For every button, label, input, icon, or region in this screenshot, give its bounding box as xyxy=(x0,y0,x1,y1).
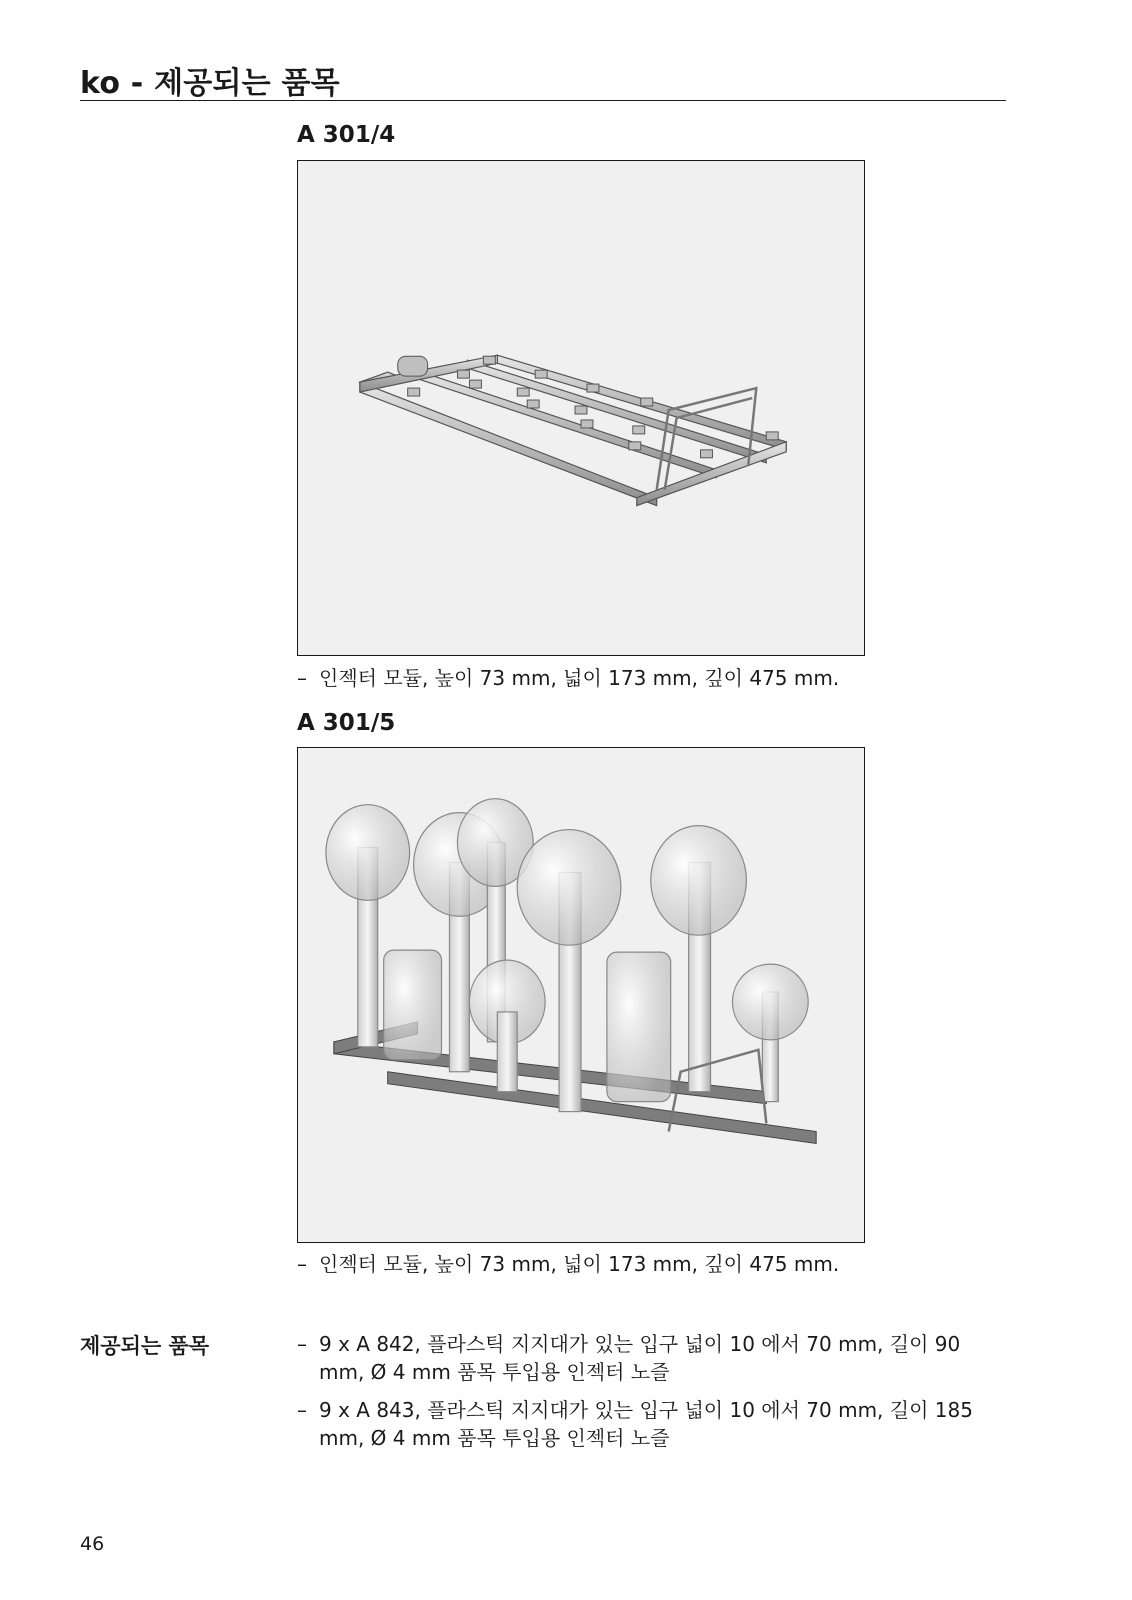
product-image-a301-4 xyxy=(297,160,865,656)
list-dash: – xyxy=(297,1398,307,1422)
page-title: ko - 제공되는 품목 xyxy=(80,66,340,101)
model-heading-a301-5: A 301/5 xyxy=(297,710,396,736)
scope-item-text: 9 x A 843, 플라스틱 지지대가 있는 입구 넓이 10 에서 70 mm, 길이 185 mm, Ø 4 mm 품목 투입용 인젝터 노즐 xyxy=(319,1398,973,1450)
injector-rack-with-glassware-illustration xyxy=(298,748,864,1242)
list-item xyxy=(297,1330,997,1386)
injector-rack-illustration xyxy=(298,161,864,655)
dimension-text: 인젝터 모듈, 높이 73 mm, 넓이 173 mm, 깊이 475 mm. xyxy=(319,1252,840,1276)
scope-item-text: 9 x A 842, 플라스틱 지지대가 있는 입구 넓이 10 에서 70 mm, 길이 90 mm, Ø 4 mm 품목 투입용 인젝터 노즐 xyxy=(319,1332,961,1384)
list-dash: – xyxy=(297,1252,307,1276)
header-divider xyxy=(80,100,1006,101)
product-image-a301-5 xyxy=(297,747,865,1243)
dimensions-a301-5 xyxy=(297,1248,839,1277)
list-dash: – xyxy=(297,666,307,690)
dimensions-a301-4 xyxy=(297,662,839,691)
page-number: 46 xyxy=(80,1533,105,1555)
list-item xyxy=(297,1396,997,1452)
model-heading-a301-4: A 301/4 xyxy=(297,122,396,148)
dimension-text: 인젝터 모듈, 높이 73 mm, 넓이 173 mm, 깊이 475 mm. xyxy=(319,666,840,690)
list-dash: – xyxy=(297,1332,307,1356)
scope-label: 제공되는 품목 xyxy=(80,1334,210,1358)
scope-list xyxy=(297,1330,997,1462)
